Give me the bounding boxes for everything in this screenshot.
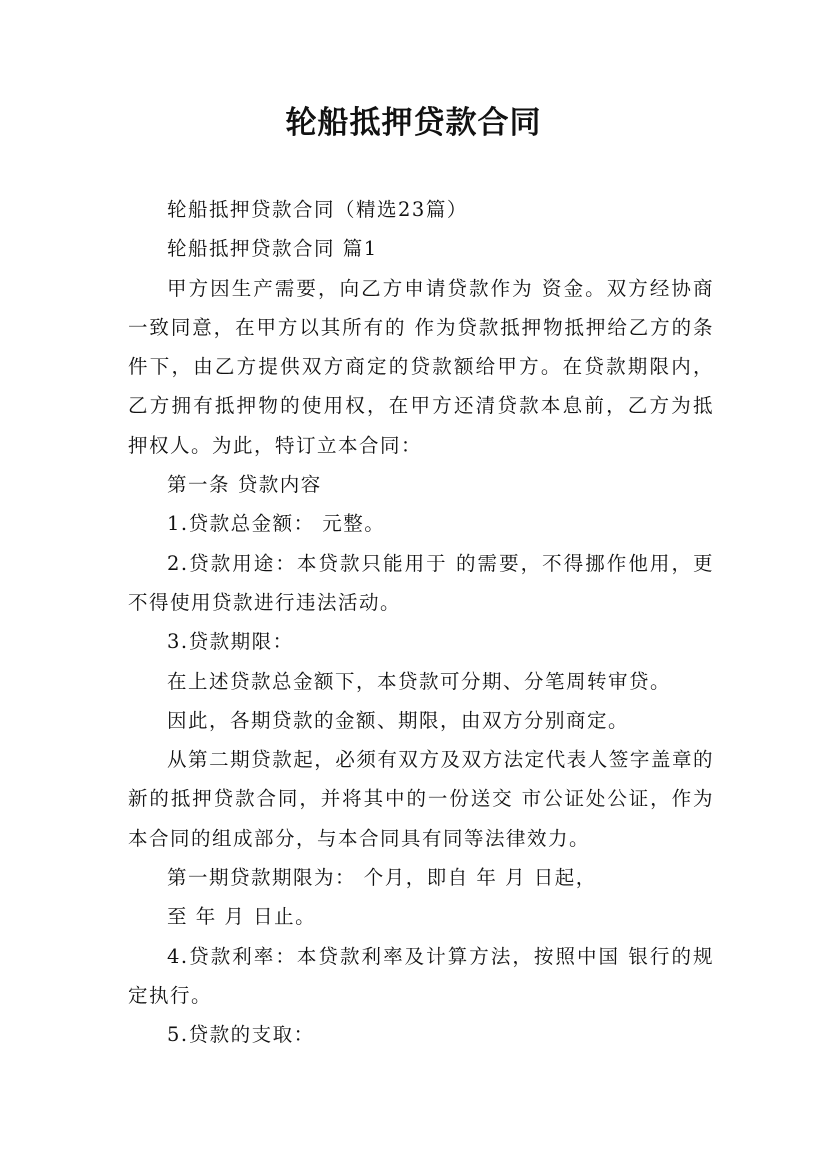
paragraph-article-one-heading: 第一条 贷款内容 [167,473,322,497]
paragraph-preamble: 甲方因生产需要，向乙方申请贷款作为 资金。双方经协商一致同意，在甲方以其所有的 作为贷款抵押物抵押给乙方的条件下，由乙方提供双方商定的贷款额给甲方。在贷款期限内，乙方拥有抵押物的使用权，在甲方还清贷款本息前，乙方为抵押权人。为此，特订立本合同： [128,276,714,457]
paragraph-loan-term-heading: 3.贷款期限： [167,630,294,654]
paragraph-section-heading: 轮船抵押贷款合同 篇1 [167,237,378,261]
paragraph-loan-term-installments: 在上述贷款总金额下，本贷款可分期、分笔周转审贷。 [167,669,672,693]
paragraph-subtitle: 轮船抵押贷款合同（精选23篇） [167,198,468,221]
paragraph-withdrawal: 5.贷款的支取： [167,1023,315,1047]
paragraph-first-term-end: 至 年 月 日止。 [167,905,317,929]
paragraph-interest-rate: 4.贷款利率：本贷款利率及计算方法，按照中国 银行的规定执行。 [128,944,714,1007]
paragraph-loan-amount: 1.贷款总金额： 元整。 [167,512,386,536]
paragraph-second-installment: 从第二期贷款起，必须有双方及双方法定代表人签字盖章的新的抵押贷款合同，并将其中的一份送交 市公证处公证，作为本合同的组成部分，与本合同具有同等法律效力。 [128,748,714,850]
document-body [128,190,714,1055]
paragraph-loan-purpose: 2.贷款用途：本贷款只能用于 的需要，不得挪作他用，更不得使用贷款进行违法活动。 [128,551,714,614]
document-title: 轮船抵押贷款合同 [285,105,542,141]
paragraph-first-term-start: 第一期贷款期限为： 个月，即自 年 月 日起， [167,866,597,890]
paragraph-loan-term-negotiation: 因此，各期贷款的金额、期限，由双方分别商定。 [167,708,630,732]
